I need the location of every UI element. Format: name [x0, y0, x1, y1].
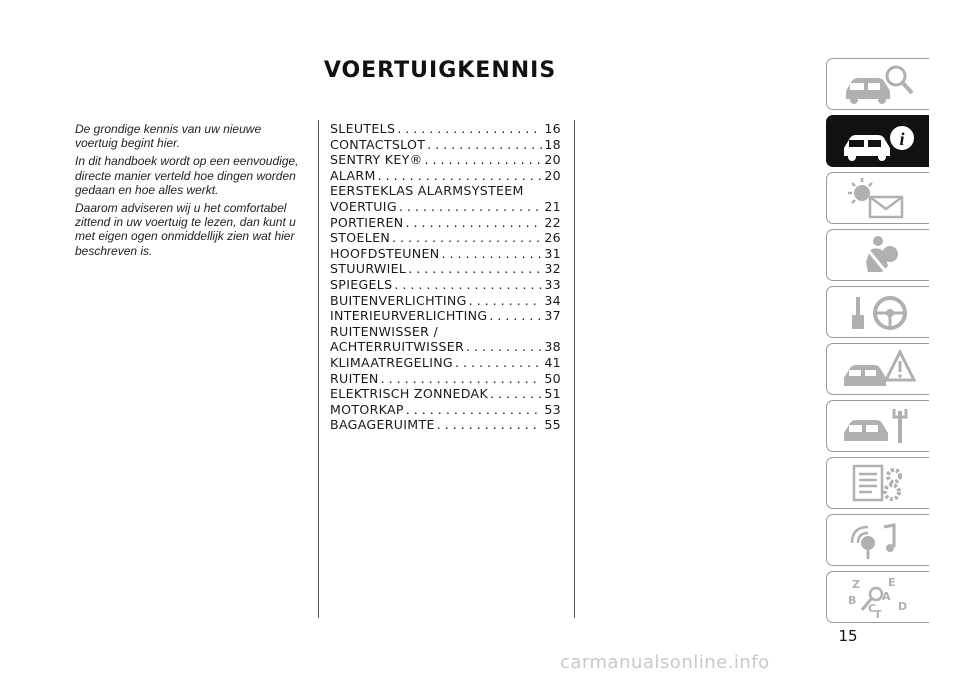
toc-entry-title: CONTACTSLOT	[330, 136, 426, 152]
toc-leader-dots	[378, 168, 543, 184]
toc-entry-page: 26	[544, 230, 561, 246]
toc-leader-dots	[489, 308, 542, 324]
toc-entry-page: 33	[544, 276, 561, 292]
car-warning-triangle-icon	[838, 346, 918, 392]
tab-warning-lights[interactable]	[826, 172, 929, 224]
toc-entry[interactable]	[330, 371, 561, 387]
toc-entry-title: KLIMAATREGELING	[330, 354, 453, 370]
tab-multimedia[interactable]	[826, 514, 929, 566]
car-magnifier-icon	[838, 61, 918, 107]
toc-entry-page: 38	[544, 339, 561, 355]
toc-entry-title: ACHTERRUITWISSER	[330, 339, 465, 355]
toc-entry-page: 55	[544, 417, 561, 433]
tab-driving[interactable]	[826, 286, 929, 338]
toc-leader-dots	[442, 246, 543, 262]
intro-text	[75, 122, 307, 262]
toc-leader-dots	[381, 371, 543, 387]
airbag-seatbelt-icon	[838, 232, 918, 278]
toc-entry[interactable]	[330, 199, 561, 215]
toc-leader-dots	[469, 293, 543, 309]
multimedia-signal-icon	[838, 517, 918, 563]
toc-entry-title: STUURWIEL	[330, 261, 407, 277]
toc-entry[interactable]	[330, 230, 561, 246]
toc-entry-title-line: EERSTEKLAS ALARMSYSTEEM	[330, 183, 524, 199]
toc-entry[interactable]	[330, 339, 561, 355]
toc-entry-page: 21	[544, 198, 561, 214]
index-letter: A	[882, 590, 891, 603]
table-of-contents	[330, 121, 561, 433]
toc-entry-page: 53	[544, 401, 561, 417]
toc-entry-title: HOOFDSTEUNEN	[330, 245, 440, 261]
toc-leader-dots	[394, 277, 542, 293]
alphabetical-index-icon	[838, 574, 918, 620]
tab-safety[interactable]	[826, 229, 929, 281]
tab-maintenance[interactable]	[826, 400, 929, 452]
warning-light-envelope-icon	[838, 175, 918, 221]
toc-entry-title: SPIEGELS	[330, 276, 393, 292]
toc-leader-dots	[397, 121, 542, 137]
intro-paragraph: Daarom adviseren wij u het comfortabel zittend in uw voertuig te lezen, dan kunt u met eigen ogen onmiddellijk zien wat hier beschreven is.	[75, 201, 296, 258]
toc-leader-dots	[455, 355, 542, 371]
toc-entry-title: VOERTUIG	[330, 198, 397, 214]
toc-entry-title: BUITENVERLICHTING	[330, 292, 467, 308]
toc-entry-page: 20	[544, 152, 561, 168]
toc-entry-page: 34	[544, 292, 561, 308]
toc-entry[interactable]	[330, 277, 561, 293]
toc-entry[interactable]	[330, 261, 561, 277]
tab-emergency[interactable]	[826, 343, 929, 395]
index-letter: E	[888, 576, 896, 589]
toc-entry-page: 32	[544, 261, 561, 277]
page-number: 15	[838, 627, 858, 645]
info-glyph: i	[899, 129, 905, 149]
column-divider	[574, 120, 575, 618]
car-wrench-icon	[838, 403, 918, 449]
page-title: VOERTUIGKENNIS	[323, 58, 557, 83]
toc-entry[interactable]	[330, 293, 561, 309]
toc-entry-page: 22	[544, 214, 561, 230]
toc-leader-dots	[466, 339, 542, 355]
toc-entry[interactable]	[330, 152, 561, 168]
toc-leader-dots	[406, 402, 543, 418]
toc-leader-dots	[437, 417, 543, 433]
intro-paragraph: In dit handboek wordt op een eenvoudige, directe manier verteld hoe dingen worden gedaan en hoe alles werkt.	[75, 154, 299, 197]
gearshift-steering-wheel-icon	[838, 289, 918, 335]
toc-entry[interactable]	[330, 417, 561, 433]
toc-entry-page: 41	[544, 354, 561, 370]
toc-entry-title: MOTORKAP	[330, 401, 404, 417]
toc-entry[interactable]	[330, 355, 561, 371]
toc-leader-dots	[406, 215, 543, 231]
toc-entry-title: SENTRY KEY®	[330, 152, 423, 168]
toc-leader-dots	[408, 261, 542, 277]
index-letter: C	[868, 602, 877, 615]
toc-entry-title: RUITEN	[330, 370, 379, 386]
specs-gear-icon	[838, 460, 918, 506]
toc-entry-page: 20	[544, 167, 561, 183]
toc-leader-dots	[399, 199, 542, 215]
toc-leader-dots	[392, 230, 542, 246]
index-letter: D	[898, 600, 908, 613]
toc-entry[interactable]	[330, 168, 561, 184]
toc-entry-title-line: RUITENWISSER /	[330, 323, 439, 339]
toc-entry-title: SLEUTELS	[330, 121, 396, 136]
toc-leader-dots	[490, 386, 542, 402]
toc-entry-page: 37	[544, 308, 561, 324]
index-letter: T	[874, 608, 882, 620]
toc-entry[interactable]	[330, 386, 561, 402]
toc-entry-title: ELEKTRISCH ZONNEDAK	[330, 386, 489, 402]
intro-paragraph: De grondige kennis van uw nieuwe voertuig begint hier.	[75, 122, 262, 151]
index-letter: Z	[852, 578, 860, 591]
toc-entry-title: PORTIEREN	[330, 214, 404, 230]
index-letter: B	[848, 594, 857, 607]
toc-entry[interactable]	[330, 215, 561, 231]
toc-entry[interactable]	[330, 121, 561, 137]
toc-entry-title: ALARM	[330, 167, 376, 183]
tab-car-magnifier[interactable]	[826, 58, 929, 110]
column-divider	[318, 120, 319, 618]
tab-car-info[interactable]	[826, 115, 929, 167]
toc-entry[interactable]	[330, 246, 561, 262]
toc-entry-page: 50	[544, 370, 561, 386]
toc-entry[interactable]	[330, 137, 561, 153]
toc-entry-page: 18	[544, 136, 561, 152]
toc-leader-dots	[425, 152, 543, 168]
car-info-icon	[838, 118, 918, 164]
tab-technical-specs[interactable]	[826, 457, 929, 509]
tab-index[interactable]	[826, 571, 929, 623]
toc-entry-title: BAGAGERUIMTE	[330, 417, 435, 433]
toc-entry-page: 16	[544, 121, 561, 136]
toc-entry-page: 31	[544, 245, 561, 261]
toc-entry-title: INTERIEURVERLICHTING	[330, 308, 488, 324]
toc-entry-page: 51	[544, 386, 561, 402]
toc-entry[interactable]	[330, 402, 561, 418]
watermark: carmanualsonline.info	[560, 652, 770, 673]
toc-entry[interactable]	[330, 308, 561, 324]
toc-leader-dots	[427, 137, 542, 153]
toc-entry-title: STOELEN	[330, 230, 391, 246]
